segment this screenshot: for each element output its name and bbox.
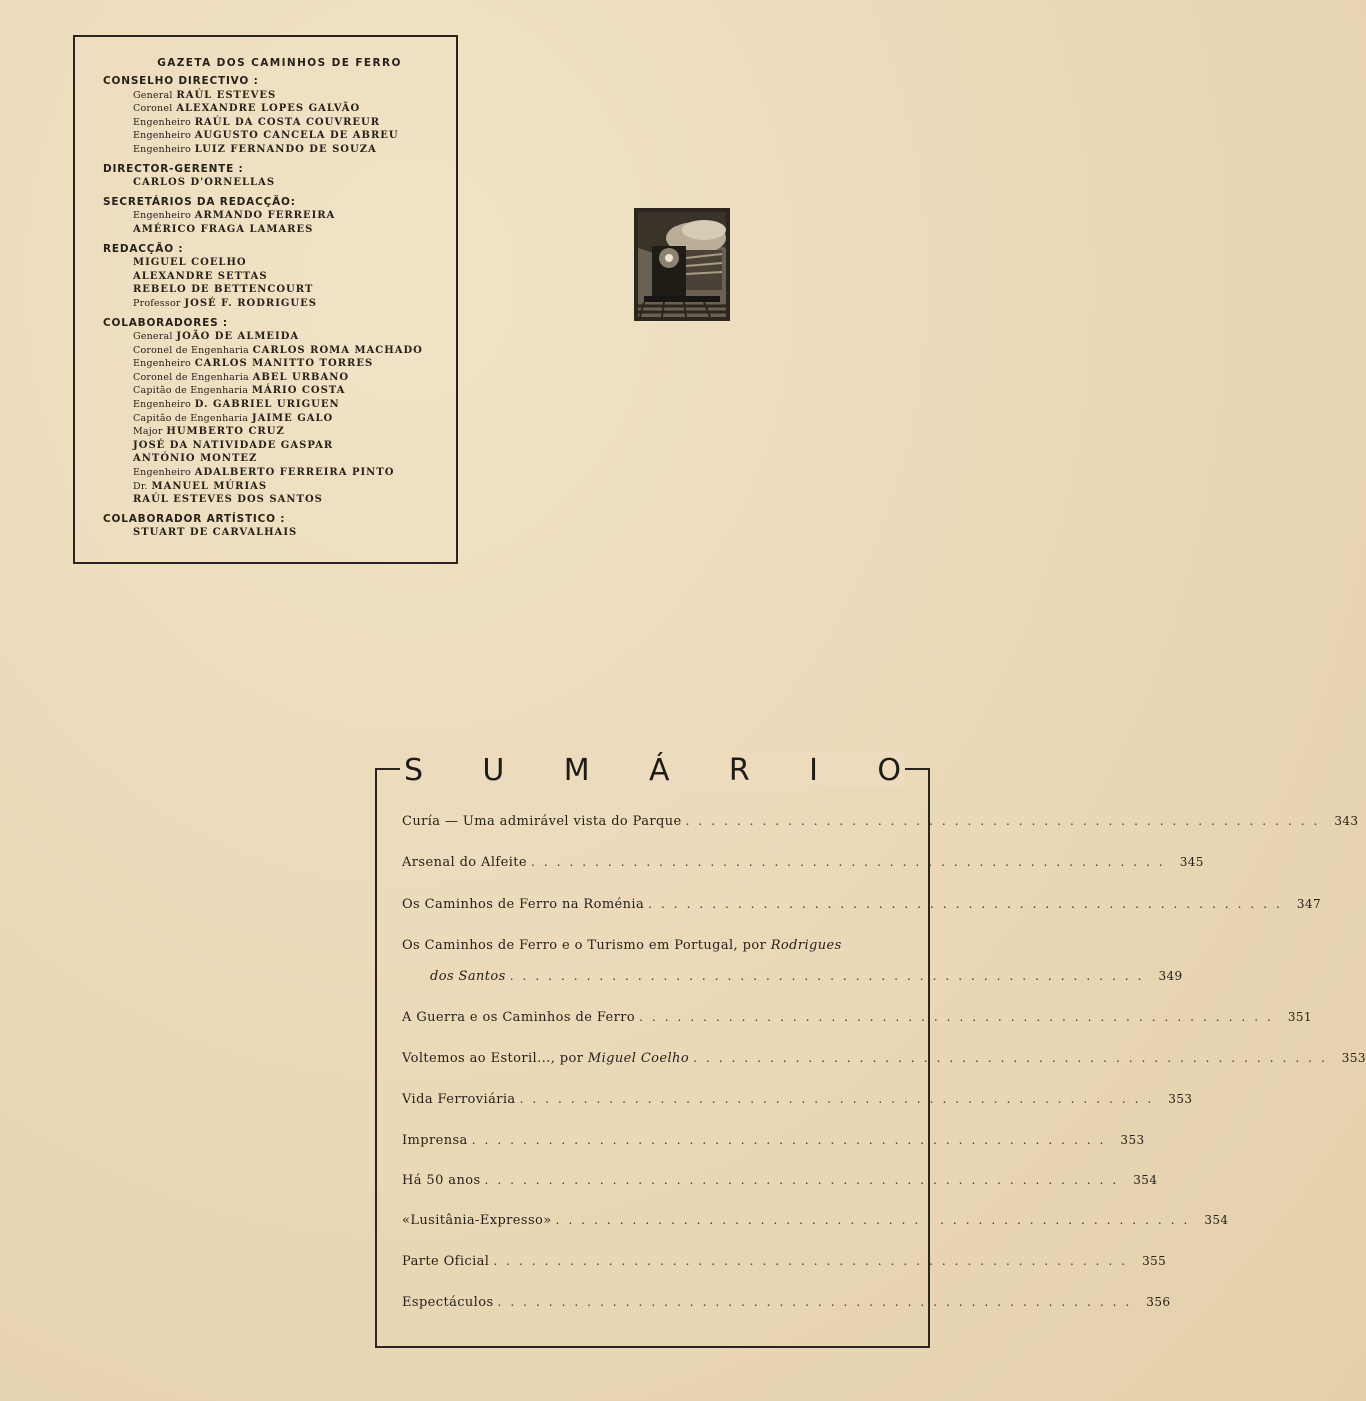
member-role: Engenheiro xyxy=(133,210,191,222)
summary-title-letter: R xyxy=(728,752,750,788)
member-name: AMÉRICO FRAGA LAMARES xyxy=(133,223,314,235)
toc-entry-page: 343 xyxy=(1334,814,1359,828)
toc-entry-page: 353 xyxy=(1120,1133,1145,1147)
masthead-section xyxy=(103,317,446,507)
toc-entry[interactable] xyxy=(402,1254,1167,1276)
member-role: Engenheiro xyxy=(133,130,191,142)
toc-entry-label: Os Caminhos de Ferro e o Turismo em Portugal, por xyxy=(402,938,767,953)
summary-title-letter: Á xyxy=(648,752,670,788)
member-role: Engenheiro xyxy=(133,467,191,479)
toc-entry-label: Parte Oficial xyxy=(402,1254,490,1269)
toc-leader-dots: .................................................. xyxy=(509,969,1151,983)
toc-entry[interactable] xyxy=(402,897,1321,919)
toc-entry-label: «Lusitânia-Expresso» xyxy=(402,1213,552,1228)
masthead-member xyxy=(103,297,446,311)
masthead-member xyxy=(103,270,446,284)
member-name: MIGUEL COELHO xyxy=(133,257,247,269)
masthead-section xyxy=(103,196,446,237)
masthead-box xyxy=(73,35,458,564)
summary-title-letter: O xyxy=(877,752,901,788)
toc-leader-dots: .................................................. xyxy=(493,1254,1135,1268)
masthead-section xyxy=(103,513,446,540)
masthead-member xyxy=(103,102,446,116)
member-role: Dr. xyxy=(133,480,148,492)
summary-title-letter: S xyxy=(404,752,424,788)
locomotive-engraving-icon xyxy=(634,208,730,321)
member-role: General xyxy=(133,331,173,343)
masthead-title: GAZETA DOS CAMINHOS DE FERRO xyxy=(157,57,402,69)
toc-leader-dots: .................................................. xyxy=(693,1051,1334,1065)
member-name: ANTÓNIO MONTEZ xyxy=(133,453,258,465)
masthead-member xyxy=(103,344,446,358)
masthead-section-heading: SECRETÁRIOS DA REDACÇÃO: xyxy=(103,195,296,208)
toc-entry-page: 354 xyxy=(1204,1213,1229,1227)
masthead-member xyxy=(103,283,446,297)
member-name: JOSÉ F. RODRIGUES xyxy=(184,297,318,309)
toc-entry-page: 353 xyxy=(1168,1092,1193,1106)
member-name: D. GABRIEL URIGUEN xyxy=(194,399,340,411)
summary-title-letter: U xyxy=(482,752,505,788)
member-role: Coronel de Engenharia xyxy=(133,344,249,356)
member-name: JAIME GALO xyxy=(251,412,334,424)
member-role: Professor xyxy=(133,297,181,309)
member-role: General xyxy=(133,89,173,101)
member-name: JOSÉ DA NATIVIDADE GASPAR xyxy=(133,439,334,451)
toc-entry[interactable] xyxy=(402,1173,1158,1195)
toc-entry[interactable] xyxy=(402,1133,1145,1155)
masthead-member xyxy=(103,412,446,426)
member-name: ADALBERTO FERREIRA PINTO xyxy=(194,467,395,479)
masthead-member xyxy=(103,357,446,371)
masthead-section xyxy=(103,75,446,157)
masthead-member xyxy=(103,330,446,344)
member-name: MANUEL MÚRIAS xyxy=(151,480,268,492)
toc-entry-label: Vida Ferroviária xyxy=(402,1092,516,1107)
masthead-member xyxy=(103,493,446,507)
toc-leader-dots: .................................................. xyxy=(639,1010,1280,1024)
toc-entry-author: dos Santos xyxy=(430,969,506,984)
toc-entry-label: Imprensa xyxy=(402,1133,468,1148)
masthead-section-heading: DIRECTOR-GERENTE : xyxy=(103,162,244,175)
member-name: CARLOS ROMA MACHADO xyxy=(252,344,423,356)
masthead-section-heading: COLABORADOR ARTÍSTICO : xyxy=(103,512,286,525)
toc-entry-page: 356 xyxy=(1146,1295,1171,1309)
masthead-member xyxy=(103,398,446,412)
masthead-member xyxy=(103,425,446,439)
masthead-member xyxy=(103,223,446,237)
masthead-member xyxy=(103,384,446,398)
masthead-section-heading: COLABORADORES : xyxy=(103,316,228,329)
toc-leader-dots: .................................................. xyxy=(497,1295,1139,1309)
member-name: CARLOS MANITTO TORRES xyxy=(194,358,374,370)
member-name: ALEXANDRE LOPES GALVÃO xyxy=(176,103,361,115)
toc-entry-author: Rodrigues xyxy=(770,938,842,953)
member-role: Capitão de Engenharia xyxy=(133,385,249,397)
masthead-sections xyxy=(103,75,446,540)
member-name: CARLOS D'ORNELLAS xyxy=(133,177,276,189)
toc-entry[interactable] xyxy=(402,1213,1229,1235)
member-name: ABEL URBANO xyxy=(252,371,350,383)
member-name: STUART DE CARVALHAIS xyxy=(133,527,298,539)
member-role: Major xyxy=(133,426,163,438)
member-name: ALEXANDRE SETTAS xyxy=(133,270,268,282)
masthead-member xyxy=(103,209,446,223)
masthead-member xyxy=(103,256,446,270)
toc-leader-dots: .................................................. xyxy=(685,814,1327,828)
toc-entry-page: 345 xyxy=(1179,855,1204,869)
toc-entry-author: Miguel Coelho xyxy=(587,1051,690,1066)
summary-title-letter: I xyxy=(809,752,818,788)
toc-leader-dots: .................................................. xyxy=(519,1092,1161,1106)
toc-entry[interactable] xyxy=(402,1092,1193,1114)
toc-leader-dots: .................................................. xyxy=(531,855,1172,869)
toc-entry[interactable] xyxy=(430,969,1183,991)
toc-leader-dots: .................................................. xyxy=(648,897,1289,911)
toc-entry[interactable] xyxy=(402,1051,1366,1073)
toc-entry-page: 354 xyxy=(1133,1173,1158,1187)
member-role: Engenheiro xyxy=(133,116,191,128)
member-role: Coronel de Engenharia xyxy=(133,371,249,383)
masthead-member xyxy=(103,371,446,385)
masthead-section xyxy=(103,243,446,311)
toc-leader-dots: .................................................. xyxy=(484,1173,1126,1187)
toc-entry[interactable] xyxy=(402,1295,1171,1317)
toc-entry-page: 349 xyxy=(1158,969,1183,983)
toc-entry-label-with-author xyxy=(402,1051,689,1066)
member-role: Capitão de Engenharia xyxy=(133,412,249,424)
masthead-member xyxy=(103,439,446,453)
toc-entry-label: Espectáculos xyxy=(402,1295,494,1310)
masthead-member xyxy=(103,143,446,157)
member-name: ARMANDO FERREIRA xyxy=(194,210,336,222)
masthead-section-heading: REDACÇÃO : xyxy=(103,242,184,255)
masthead-member xyxy=(103,466,446,480)
summary-title-letter: M xyxy=(563,752,590,788)
member-name: REBELO DE BETTENCOURT xyxy=(133,284,314,296)
toc-entry-label xyxy=(430,969,506,984)
masthead-member xyxy=(103,116,446,130)
member-name: JOÃO DE ALMEIDA xyxy=(176,331,300,343)
toc-entry-page: 351 xyxy=(1287,1010,1312,1024)
member-role: Engenheiro xyxy=(133,358,191,370)
masthead-section-heading: CONSELHO DIRECTIVO : xyxy=(103,75,259,87)
toc-entry-label: Os Caminhos de Ferro na Roménia xyxy=(402,897,645,912)
member-role: Engenheiro xyxy=(133,143,191,155)
toc-entry[interactable] xyxy=(402,1010,1312,1032)
toc-leader-dots: .................................................. xyxy=(471,1133,1113,1147)
toc-entry-page: 355 xyxy=(1142,1254,1167,1268)
masthead-member xyxy=(103,526,446,540)
toc-entry[interactable] xyxy=(402,855,1204,877)
toc-entry-label: Curía — Uma admirável vista do Parque xyxy=(402,814,682,829)
masthead-member xyxy=(103,176,446,190)
masthead-member xyxy=(103,480,446,494)
member-role: Coronel xyxy=(133,103,173,115)
toc-entry-label: Há 50 anos xyxy=(402,1173,481,1188)
toc-entry-page: 347 xyxy=(1296,897,1321,911)
toc-entry-first-line[interactable] xyxy=(402,938,905,953)
masthead-member xyxy=(103,89,446,103)
toc-entry-label: Voltemos ao Estoril..., por xyxy=(402,1051,584,1066)
member-name: HUMBERTO CRUZ xyxy=(166,426,285,438)
member-name: RAÚL ESTEVES xyxy=(176,89,277,101)
masthead-member xyxy=(103,129,446,143)
member-name: AUGUSTO CANCELA DE ABREU xyxy=(194,130,399,142)
member-role: Engenheiro xyxy=(133,399,191,411)
toc-entry-label: Arsenal do Alfeite xyxy=(402,855,527,870)
toc-entry-label: A Guerra e os Caminhos de Ferro xyxy=(402,1010,636,1025)
toc-entry[interactable] xyxy=(402,814,1359,836)
member-name: RAÚL DA COSTA COUVREUR xyxy=(194,116,381,128)
masthead-section xyxy=(103,163,446,190)
member-name: RAÚL ESTEVES DOS SANTOS xyxy=(133,494,323,506)
toc-entry-page: 353 xyxy=(1341,1051,1366,1065)
summary-title xyxy=(400,752,905,788)
member-name: MÁRIO COSTA xyxy=(251,385,346,397)
member-name: LUIZ FERNANDO DE SOUZA xyxy=(194,143,377,155)
masthead-member xyxy=(103,452,446,466)
toc-leader-dots: .................................................. xyxy=(555,1213,1197,1227)
